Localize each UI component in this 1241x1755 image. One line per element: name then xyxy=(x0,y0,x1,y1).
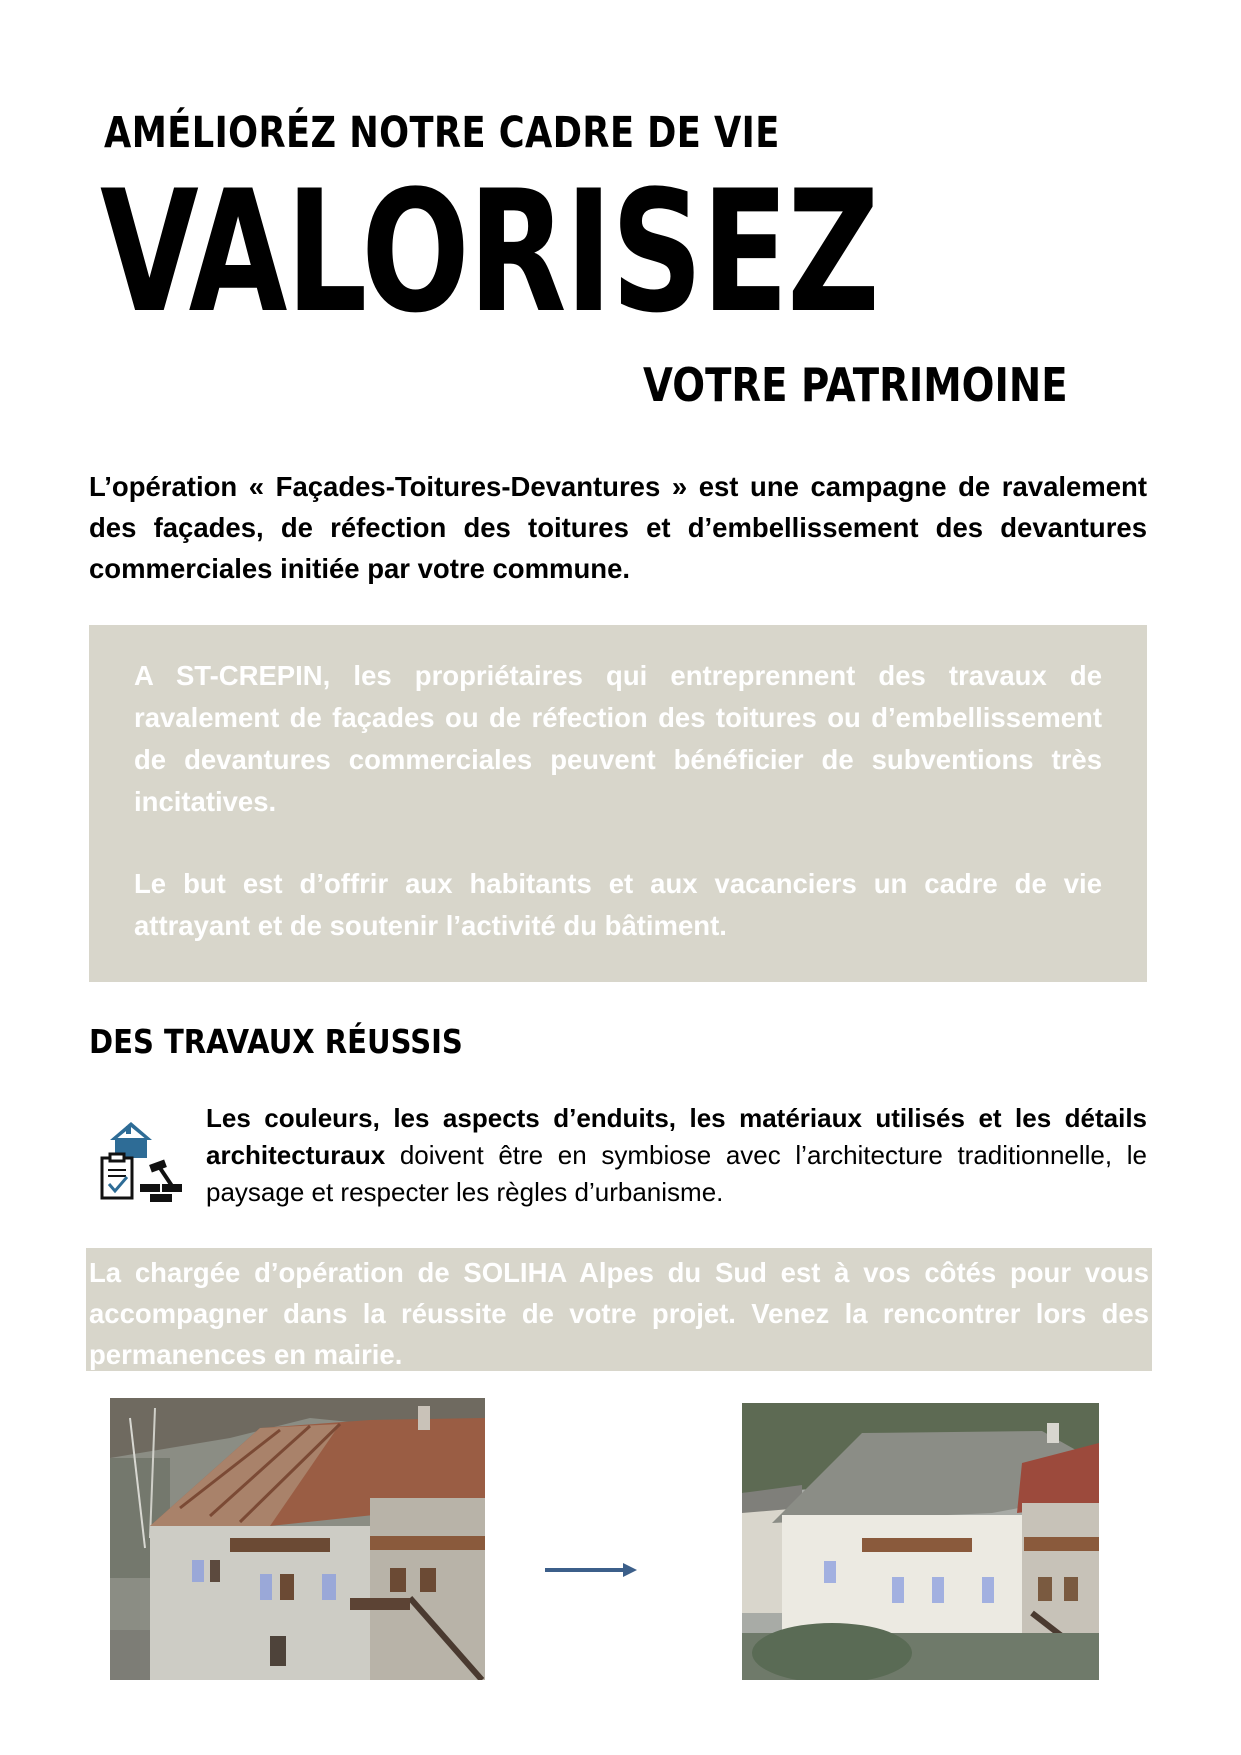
info-box xyxy=(89,625,1147,982)
info-paragraph-1: A ST-CREPIN, les propriétaires qui entreprennent des travaux de ravalement de façades ou de réfection des toitures ou d’embellissement de devantures commerciales peuvent bénéficier de subventions très incitatives. xyxy=(134,660,1102,817)
house-checklist-tools-icon xyxy=(100,1118,190,1204)
header-kicker: AMÉLIORÉZ NOTRE CADRE DE VIE xyxy=(104,108,780,158)
works-paragraph xyxy=(206,1100,1147,1211)
after-photo xyxy=(742,1403,1099,1680)
arrow-right-icon xyxy=(545,1560,637,1580)
contact-paragraph: La chargée d’opération de SOLIHA Alpes du Sud est à vos côtés pour vous accompagner dans la réussite de votre projet. Venez la rencontrer lors des permanences en mairie. xyxy=(89,1257,1149,1370)
works-text-regular: doivent être en symbiose avec l’architecture traditionnelle, le paysage et respecter les règles d’urbanisme. xyxy=(206,1140,1147,1207)
contact-band xyxy=(86,1248,1152,1371)
intro-paragraph: L’opération « Façades-Toitures-Devantures » est une campagne de ravalement des façades, de réfection des toitures et d’embellissement des devantures commerciales initiée par votre commune. xyxy=(89,471,1147,584)
info-paragraph-2: Le but est d’offrir aux habitants et aux vacanciers un cadre de vie attrayant et de soutenir l’activité du bâtiment. xyxy=(134,868,1102,941)
works-text-bold: Les couleurs, les aspects d’enduits, les matériaux utilisés et les détails architecturaux xyxy=(206,1103,1147,1170)
page-title: VALORISEZ xyxy=(100,154,879,350)
before-photo xyxy=(110,1398,485,1680)
page-subtitle: VOTRE PATRIMOINE xyxy=(643,358,1068,412)
section-title: DES TRAVAUX RÉUSSIS xyxy=(89,1022,463,1061)
